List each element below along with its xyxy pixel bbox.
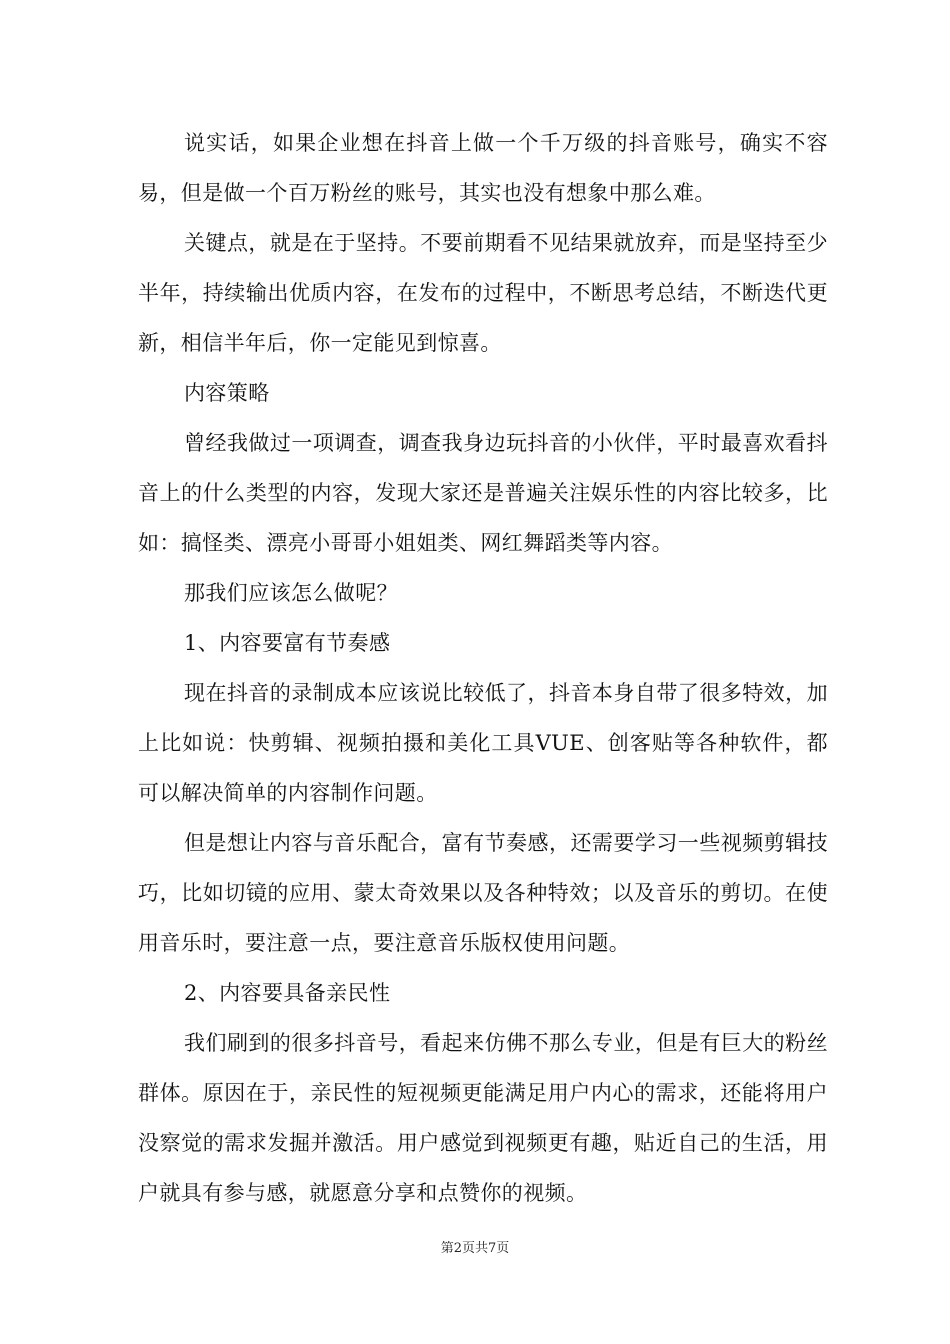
paragraph-persistence: 关键点，就是在于坚持。不要前期看不见结果就放弃，而是坚持至少半年，持续输出优质内容，在发布的过程中，不断思考总结，不断迭代更新，相信半年后，你一定能见到惊喜。 xyxy=(138,231,828,355)
subheading-approachable: 2、内容要具备亲民性 xyxy=(184,981,391,1005)
question-line: 那我们应该怎么做呢？ xyxy=(184,581,398,605)
section-heading-content-strategy: 内容策略 xyxy=(184,381,270,405)
paragraph-fan-base: 我们刷到的很多抖音号，看起来仿佛不那么专业，但是有巨大的粉丝群体。原因在于，亲民性的短视频更能满足用户内心的需求，还能将用户没察觉的需求发掘并激活。用户感觉到视频更有趣，贴近自己的生活，用户就具有参与感，就愿意分享和点赞你的视频。 xyxy=(138,1031,828,1205)
paragraph-intro: 说实话，如果企业想在抖音上做一个千万级的抖音账号，确实不容易，但是做一个百万粉丝的账号，其实也没有想象中那么难。 xyxy=(138,131,828,205)
paragraph-recording-cost: 现在抖音的录制成本应该说比较低了，抖音本身自带了很多特效，加上比如说：快剪辑、视频拍摄和美化工具VUE、创客贴等各种软件，都可以解决简单的内容制作问题。 xyxy=(138,681,828,805)
paragraph-editing-skills: 但是想让内容与音乐配合，富有节奏感，还需要学习一些视频剪辑技巧，比如切镜的应用、蒙太奇效果以及各种特效；以及音乐的剪切。在使用音乐时，要注意一点，要注意音乐版权使用问题。 xyxy=(138,831,828,955)
document-body xyxy=(138,118,828,1218)
paragraph-survey: 曾经我做过一项调查，调查我身边玩抖音的小伙伴，平时最喜欢看抖音上的什么类型的内容，发现大家还是普遍关注娱乐性的内容比较多，比如：搞怪类、漂亮小哥哥小姐姐类、网红舞蹈类等内容。 xyxy=(138,431,828,555)
page-number-footer: 第2页共7页 xyxy=(440,1241,510,1256)
subheading-rhythm: 1、内容要富有节奏感 xyxy=(184,631,391,655)
